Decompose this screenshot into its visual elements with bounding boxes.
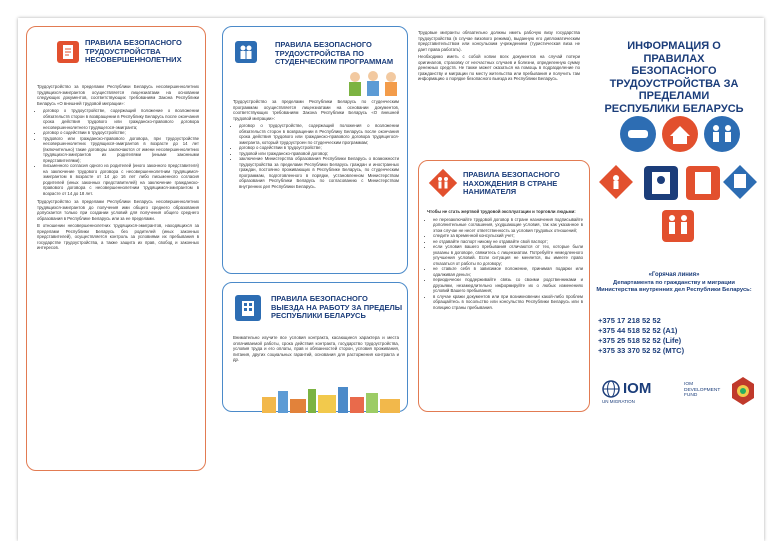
hotline-label: «Горячая линия» — [648, 272, 700, 278]
city-skyline — [262, 385, 402, 413]
passport-icon — [644, 166, 678, 200]
child-icon — [599, 165, 633, 199]
minors-item: • договор о трудоустройстве, содержащий положение о возложении обязательств сторон в возвращении в Республику Беларусь после окончания срока действия трудового или гражданско-правового договора несовершеннолетнего трудящегося-эмигранта; — [43, 108, 199, 130]
child-warning-icon — [427, 167, 459, 199]
building-icon — [235, 295, 261, 321]
students-item: • договор о содействии в трудоустройстве; — [239, 145, 399, 151]
phone-list — [598, 316, 748, 356]
employer-country-title: ПРАВИЛА БЕЗОПАСНОГО НАХОЖДЕНИЯ В СТРАНЕ НАНИМАТЕЛЯ — [463, 170, 560, 196]
students-intro: Трудоустройство за пределами Республики Беларусь по студенческим программам осуществляется лицензиатами на основании документов, соответствующих требованиям Закона Республики Беларусь «О внешней трудовой миграции»: — [233, 99, 399, 121]
minors-intro: Трудоустройство за пределами Республики Беларусь несовершеннолетних трудящихся-эмигрантов осуществляется лицензиатами на основании следующих документов, соответствующих требованиям Закона Республики Беларусь «О внешней трудовой миграции»: — [37, 84, 199, 106]
employer-item: • не перезаключайте трудовой договор в стране назначения подписывайте дополнительные соглашения, ухудшающие условия, так как указанное в этом случае не несет ответственность за условия трудовых отношений; — [433, 217, 583, 234]
fund-label: IOM DEVELOPMENT FUND — [684, 382, 721, 398]
minors-body — [37, 84, 199, 253]
minors-item: • трудового или гражданско-правового договора, при трудоустройстве несовершеннолетних трудящихся-эмигрантов в возрасте до 14 лет (включительно) такие договоры заключаются от имени несовершеннолетних трудящихся-эмигрантов их родителями (иными законными представителями); — [43, 136, 199, 164]
employer-item: • следите за временной консульский учет; — [433, 233, 583, 239]
minors-para3: В отношении несовершеннолетних трудящихся-эмигрантов, находящихся за пределами Республики Беларусь без родителей (иных законных представителей), осуществляется контроль за условиями их пребывания в государстве трудоустройства, а также защита их прав, свобод и законных интересов. — [37, 223, 199, 250]
visa-info — [418, 30, 580, 84]
minors-item: • договор о содействии в трудоустройстве; — [43, 130, 199, 136]
departure-body: Внимательно изучите все условия контракта, касающиеся характера и места оплачиваемой работы, срока действия контракта, государство трудоустройства, условия труда и его оплаты, прав и обязанностей сторон, условия проживания, питания, других социальных гарантий, основания для расторжения контракта и др. — [233, 335, 399, 362]
panel-minors — [26, 26, 206, 471]
employer-item: • не ставьте себя в зависимое положение, принимая подарки или одалживая деньги; — [433, 266, 583, 277]
phone-number[interactable]: +375 33 370 52 52 (МТС) — [598, 346, 685, 355]
students-item: • трудовой или гражданско-правовой договор; — [239, 151, 399, 157]
employer-item: • периодически поддерживайте связь со своими родственниками и друзьями, незамедлительно информируйте их о любых изменениях условий Вашего пребывания; — [433, 277, 583, 294]
minors-para2: Трудоустройство за пределами Республики Беларусь несовершеннолетних трудящихся-эмигрантов до получения ими общего среднего образования допускается только при создании условий для получения общего среднего образования в Республике Беларусь или за ее пределами. — [37, 199, 199, 221]
phone-number[interactable]: +375 17 218 52 52 — [598, 316, 661, 325]
building-icon — [723, 165, 757, 199]
students-item: • заключение Министерства образования Республики Беларусь о возможности трудоустройства за пределами Республики Беларусь граждан и иностранных граждан, постоянно проживающих в Республике Беларусь, по студенческим программам, подготовленного в порядке, установленном Министерством образования Республики Беларусь по согласованию с Министерством внутренних дел Республики Беларусь. — [239, 156, 399, 189]
visa-para2: Необходимо иметь с собой копии всех документов на случай потери оригиналов, страховку от несчастных случаев и болезни, определенную сумму денежных средств. Не также может оказаться на помощь в подразделение по гражданству и миграции по месту жительства или пребывания и получить там информацию о порядке безопасного выезда из Республики Беларусь. — [418, 54, 580, 81]
employer-item: • если условия вашего пребывания отличаются от тех, которые были указаны в договоре, свяжитесь с лицензиатом. Потребуйте немедленного улучшения условий. Если ситуация не меняется, вы имеете право отказаться от работы по договору; — [433, 244, 583, 266]
minors-title: ПРАВИЛА БЕЗОПАСНОГО ТРУДОУСТРОЙСТВА НЕСОВЕРШЕННОЛЕТНИХ — [85, 38, 182, 64]
students-body — [233, 99, 399, 189]
iom-wordmark: IOM — [623, 380, 652, 397]
iom-subtitle: UN MIGRATION — [602, 399, 635, 404]
handshake-icon — [620, 116, 656, 152]
home-icon — [662, 116, 698, 152]
ministry-emblem — [730, 376, 756, 406]
panel-employer-country — [418, 160, 590, 412]
visa-intro: Трудовые мигранты обязательно должны иметь рабочую визу государства трудоустройства (в случае визового режима), выданную его дипломатическим представительством или консульским учреждением (туристическая виза не дает права работать). — [418, 30, 580, 52]
departure-title: ПРАВИЛА БЕЗОПАСНОГО ВЫЕЗДА НА РАБОТУ ЗА ПРЕДЕЛЫ РЕСПУБЛИКИ БЕЛАРУСЬ — [271, 294, 403, 320]
phone-number[interactable]: +375 25 518 52 52 (Life) — [598, 336, 682, 345]
minors-item: • письменного согласия одного из родителей (иного законного представителя) на заключение трудового договора с несовершеннолетним трудящимся-эмигрантом в возрасте от 14 до 16 лет либо письменного согласия родителей (иных законных представителей) на заключение гражданско-правового договора с несовершеннолетним трудящимся-эмигрантом в возрасте от 14 до 18 лет. — [43, 163, 199, 196]
cover-title: ИНФОРМАЦИЯ О ПРАВИЛАХ БЕЗОПАСНОГО ТРУДОУСТРОЙСТВА ЗА ПРЕДЕЛАМИ РЕСПУБЛИКИ БЕЛАРУСЬ — [604, 40, 744, 115]
students-title: ПРАВИЛА БЕЗОПАСНОГО ТРУДОУСТРОЙСТВА ПО СТУДЕНЧЕСКИМ ПРОГРАММАМ — [275, 40, 394, 66]
panel-students — [222, 26, 408, 274]
hotline-dept: Департамента по гражданству и миграции Министерства внутренних дел Республики Беларусь: — [596, 280, 752, 293]
minors-icon — [57, 41, 79, 63]
employer-lead: Чтобы не стать жертвой трудовой эксплуатации и торговли людьми: — [427, 209, 576, 214]
document-icon — [686, 166, 720, 200]
students-icon — [235, 41, 257, 63]
globe-icon — [602, 380, 620, 398]
iom-logo — [602, 380, 682, 404]
students-illustration — [343, 67, 403, 97]
students-item: • договор о трудоустройстве, содержащий положения о возложении обязательств сторон в возвращении в Республику Беларусь после окончания срока действия трудового или гражданско-правового договора трудящегося-эмигранта, который трудоустроен по студенческим программам; — [239, 123, 399, 145]
icon-grid — [598, 112, 758, 252]
employer-item: • не отдавайте паспорт никому не отдавайте свой паспорт; — [433, 239, 583, 245]
family-icon — [662, 210, 694, 242]
phone-number[interactable]: +375 44 518 52 52 (A1) — [598, 326, 678, 335]
employer-country-body — [427, 209, 583, 310]
people-icon — [704, 116, 740, 152]
employer-item: • в случае кражи документов или при возникновении какой-либо проблем обращайтесь в посольство или консульство Республики Беларусь или в полицию страны пребывания. — [433, 294, 583, 311]
